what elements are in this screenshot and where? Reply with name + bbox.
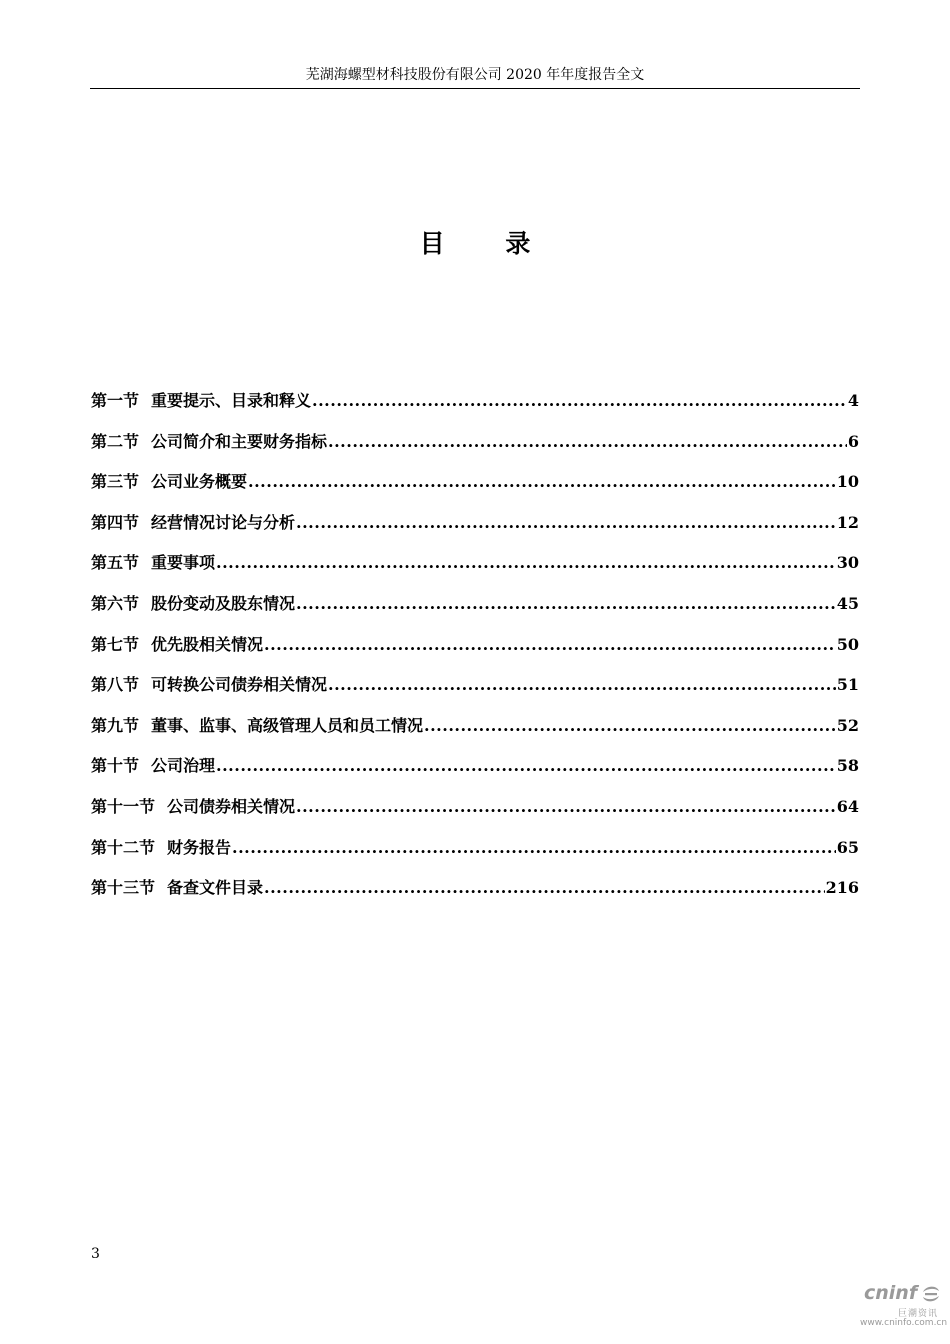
toc-entry-12[interactable]: [91, 835, 859, 876]
toc-entry-8[interactable]: [91, 672, 859, 713]
toc-section-title: 财务报告: [167, 837, 232, 857]
toc-section-number: 第五节: [91, 553, 140, 573]
cninfo-logo-icon: [920, 1284, 942, 1308]
toc-page-number: 51: [836, 675, 859, 695]
toc-section-title: 备查文件目录: [167, 878, 264, 898]
toc-section-number: 第八节: [91, 675, 140, 695]
toc-title: 目 录: [419, 229, 557, 258]
toc-dot-leader: [248, 472, 836, 491]
toc-section-number: 第六节: [91, 593, 140, 613]
watermark-url: www.cninfo.com.cn: [860, 1318, 948, 1328]
toc-section-title: 重要事项: [151, 553, 216, 573]
toc-dot-leader: [232, 838, 836, 857]
header-text: 芜湖海螺型材科技股份有限公司 2020 年年度报告全文: [305, 67, 645, 83]
toc-dot-leader: [328, 432, 847, 451]
toc-page-number: 58: [836, 756, 859, 776]
toc-section-title: 公司简介和主要财务指标: [151, 431, 328, 451]
toc-section-number: 第十节: [91, 756, 140, 776]
toc-page-number: 50: [836, 634, 859, 654]
toc-entry-11[interactable]: [91, 794, 859, 835]
page-header: [90, 66, 860, 89]
toc-section-number: 第十三节: [91, 878, 156, 898]
toc-page-number: 45: [836, 593, 859, 613]
toc-entry-5[interactable]: [91, 550, 859, 591]
page-number: 3: [91, 1246, 100, 1262]
toc-section-title: 公司业务概要: [151, 472, 248, 492]
toc-section-title: 公司治理: [151, 756, 216, 776]
toc-section-number: 第二节: [91, 431, 140, 451]
cninfo-watermark: [858, 1282, 948, 1332]
toc-page-number: 6: [847, 431, 859, 451]
toc-section-number: 第十二节: [91, 837, 156, 857]
toc-dot-leader: [296, 513, 836, 532]
toc-entry-9[interactable]: [91, 713, 859, 754]
toc-dot-leader: [216, 553, 836, 572]
toc-entry-3[interactable]: [91, 469, 859, 510]
toc-page-number: 65: [836, 837, 859, 857]
toc-section-number: 第九节: [91, 715, 140, 735]
toc-page-number: 216: [825, 878, 859, 898]
toc-dot-leader: [296, 594, 836, 613]
toc-section-number: 第一节: [91, 391, 140, 410]
toc-section-title: 经营情况讨论与分析: [151, 512, 296, 532]
toc-section-title: 股份变动及股东情况: [151, 593, 296, 613]
toc-dot-leader: [424, 716, 836, 735]
toc-page-number: 30: [836, 553, 859, 573]
toc-page-number: 12: [836, 512, 859, 532]
toc-dot-leader: [264, 878, 825, 897]
toc-section-number: 第十一节: [91, 796, 156, 816]
toc-section-title: 可转换公司债券相关情况: [151, 675, 328, 695]
toc-page-number: 52: [836, 715, 859, 735]
toc-dot-leader: [312, 391, 847, 410]
watermark-logo-text: cninf: [864, 1282, 918, 1304]
toc-dot-leader: [328, 675, 836, 694]
toc-entry-2[interactable]: [91, 429, 859, 470]
toc-entry-10[interactable]: [91, 753, 859, 794]
toc-entry-7[interactable]: [91, 632, 859, 673]
toc-entry-13[interactable]: [91, 875, 859, 916]
toc-page-number: 4: [847, 391, 859, 410]
toc-page-number: 10: [836, 472, 859, 492]
toc-section-number: 第四节: [91, 512, 140, 532]
toc-dot-leader: [296, 797, 836, 816]
watermark-logo-cn: 巨潮资讯: [898, 1309, 939, 1319]
toc-dot-leader: [216, 756, 836, 775]
toc-entry-6[interactable]: [91, 591, 859, 632]
toc-page-number: 64: [836, 796, 859, 816]
toc-section-title: 重要提示、目录和释义: [151, 391, 312, 410]
toc-section-number: 第三节: [91, 472, 140, 492]
toc-entry-1[interactable]: [91, 388, 859, 429]
toc-section-title: 董事、监事、高级管理人员和员工情况: [151, 715, 424, 735]
toc-section-number: 第七节: [91, 634, 140, 654]
toc-section-title: 优先股相关情况: [151, 634, 264, 654]
toc-list: [91, 388, 859, 916]
toc-dot-leader: [264, 635, 836, 654]
toc-section-title: 公司债券相关情况: [167, 796, 296, 816]
toc-entry-4[interactable]: [91, 510, 859, 551]
